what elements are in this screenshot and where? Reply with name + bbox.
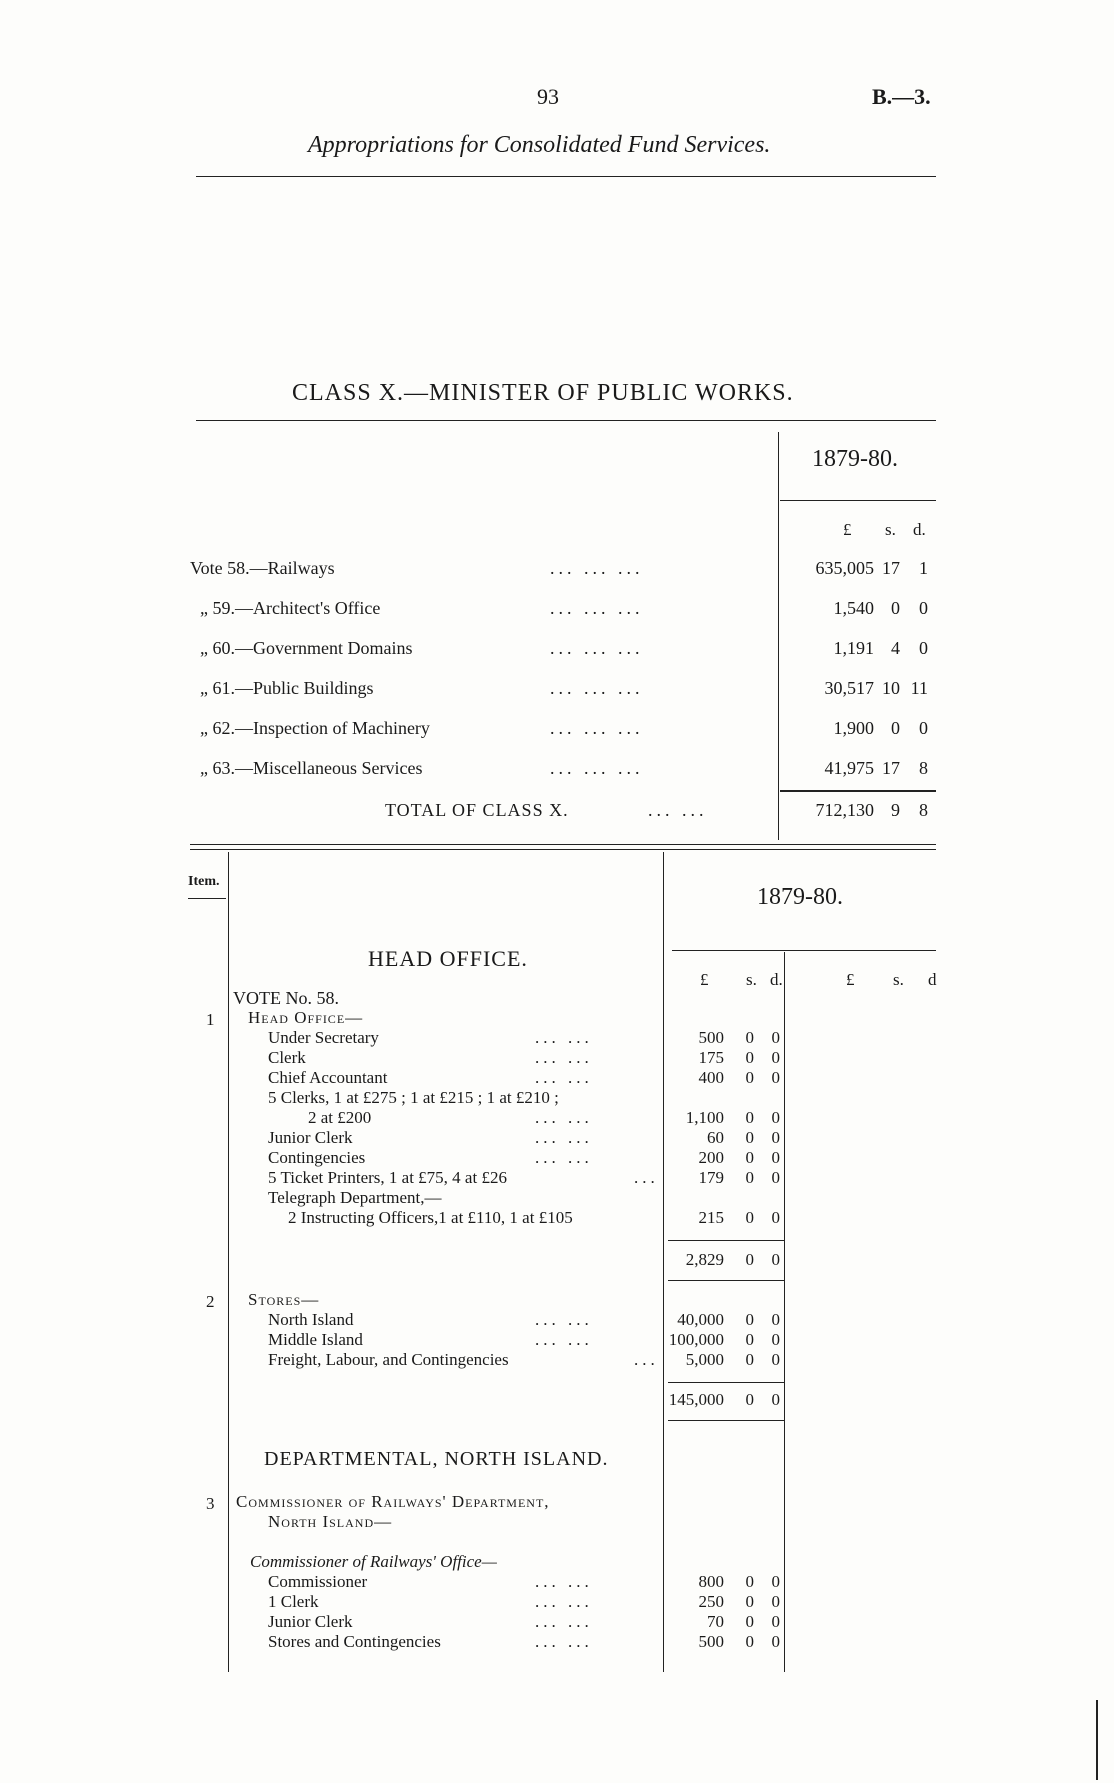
- line-pounds: 400: [698, 1068, 724, 1087]
- line-dots: ... ...: [535, 1612, 593, 1631]
- head-office-heading: HEAD OFFICE.: [368, 946, 528, 971]
- line-shillings: 0: [745, 1592, 754, 1611]
- line-label: Commissioner: [268, 1572, 368, 1591]
- line-dots: ...: [634, 1350, 659, 1369]
- line-pounds: 175: [698, 1048, 724, 1067]
- line-label: Freight, Labour, and Contingencies: [268, 1350, 509, 1369]
- line-label: 5 Clerks, 1 at £275 ; 1 at £215 ; 1 at £210 ;: [268, 1088, 559, 1107]
- summary-row-dots: ... ... ...: [550, 718, 644, 738]
- summary-top-rule: [196, 420, 936, 421]
- summary-row-pence: 0: [919, 638, 928, 658]
- item2-subtotal-bottom-rule: [668, 1420, 784, 1421]
- page-number: 93: [537, 84, 559, 109]
- line-shillings: 0: [745, 1330, 754, 1349]
- line-pence: 0: [771, 1108, 780, 1127]
- summary-row-label: Vote 58.—Railways: [190, 558, 335, 578]
- vote-line: VOTE No. 58.: [233, 988, 339, 1008]
- detail-pound-header-2: £: [846, 970, 855, 989]
- line-shillings: 0: [745, 1128, 754, 1147]
- summary-row-dots: ... ... ...: [550, 638, 644, 658]
- summary-row-pounds: 1,191: [833, 638, 874, 658]
- line-label: North Island: [268, 1310, 354, 1329]
- line-shillings: 0: [745, 1208, 754, 1227]
- detail-pence-header-2: d: [928, 970, 937, 989]
- line-pounds: 40,000: [677, 1310, 724, 1329]
- summary-total-pence: 8: [919, 800, 928, 820]
- summary-total-shillings: 9: [891, 800, 900, 820]
- summary-row-pence: 0: [919, 718, 928, 738]
- item-heading: Commissioner of Railways' Department,: [236, 1492, 550, 1511]
- summary-row-shillings: 4: [891, 638, 900, 658]
- line-label: 2 Instructing Officers,1 at £110, 1 at £105: [288, 1208, 573, 1227]
- item-number: 3: [206, 1494, 215, 1513]
- pence-column-divider: [784, 952, 785, 1672]
- amount-column-divider: [663, 852, 664, 1672]
- subtotal-shillings: 0: [745, 1250, 754, 1269]
- detail-shilling-header: s.: [746, 970, 757, 989]
- line-shillings: 0: [745, 1310, 754, 1329]
- summary-row-pounds: 635,005: [815, 558, 874, 578]
- detail-pence-header: d.: [770, 970, 783, 989]
- document-reference: B.—3.: [872, 84, 931, 109]
- summary-row-pounds: 41,975: [824, 758, 874, 778]
- summary-row-pounds: 1,540: [833, 598, 874, 618]
- line-label: Stores and Contingencies: [268, 1632, 441, 1651]
- line-pounds: 1,100: [685, 1108, 724, 1127]
- item-subheading: Commissioner of Railways' Office—: [250, 1552, 497, 1571]
- line-shillings: 0: [745, 1048, 754, 1067]
- summary-row-pence: 0: [919, 598, 928, 618]
- line-label: Telegraph Department,—: [268, 1188, 442, 1207]
- line-shillings: 0: [745, 1350, 754, 1369]
- line-label: Junior Clerk: [268, 1612, 353, 1631]
- summary-bottom-rule-1: [190, 844, 936, 845]
- summary-row-dots: ... ... ...: [550, 758, 644, 778]
- summary-row-shillings: 0: [891, 718, 900, 738]
- line-dots: ... ...: [535, 1028, 593, 1047]
- line-pence: 0: [771, 1128, 780, 1147]
- summary-shilling-header: s.: [885, 520, 896, 539]
- line-pounds: 70: [707, 1612, 724, 1631]
- line-shillings: 0: [745, 1108, 754, 1127]
- detail-shilling-header-2: s.: [893, 970, 904, 989]
- subtotal-pounds: 2,829: [685, 1250, 724, 1269]
- summary-year-rule: [780, 500, 936, 501]
- summary-total-dots: ... ...: [648, 800, 708, 820]
- summary-bottom-rule-2: [190, 849, 936, 850]
- line-shillings: 0: [745, 1612, 754, 1631]
- subtotal-pounds: 145,000: [668, 1390, 724, 1409]
- line-dots: ... ...: [535, 1330, 593, 1349]
- line-shillings: 0: [745, 1572, 754, 1591]
- item-heading: Head Office—: [248, 1008, 364, 1027]
- line-pounds: 250: [698, 1592, 724, 1611]
- line-label: Clerk: [268, 1048, 306, 1067]
- page-edge-mark: [1096, 1700, 1098, 1780]
- subtotal-pence: 0: [771, 1390, 780, 1409]
- line-shillings: 0: [745, 1632, 754, 1651]
- line-pence: 0: [771, 1208, 780, 1227]
- line-pounds: 800: [698, 1572, 724, 1591]
- line-shillings: 0: [745, 1028, 754, 1047]
- item-heading-continued: North Island—: [268, 1512, 393, 1531]
- line-label: Chief Accountant: [268, 1068, 388, 1087]
- summary-row-label: „ 60.—Government Domains: [200, 638, 413, 658]
- class-title: CLASS X.—MINISTER OF PUBLIC WORKS.: [292, 380, 794, 406]
- line-pounds: 500: [698, 1028, 724, 1047]
- line-dots: ... ...: [535, 1068, 593, 1087]
- line-dots: ... ...: [535, 1572, 593, 1591]
- line-label: Under Secretary: [268, 1028, 379, 1047]
- line-pounds: 200: [698, 1148, 724, 1167]
- summary-row-dots: ... ... ...: [550, 678, 644, 698]
- subtotal-shillings: 0: [745, 1390, 754, 1409]
- item-number: 1: [206, 1010, 215, 1029]
- summary-row-pounds: 30,517: [824, 678, 874, 698]
- departmental-heading: DEPARTMENTAL, NORTH ISLAND.: [264, 1448, 609, 1470]
- line-shillings: 0: [745, 1168, 754, 1187]
- line-dots: ... ...: [535, 1148, 593, 1167]
- line-shillings: 0: [745, 1148, 754, 1167]
- line-pence: 0: [771, 1350, 780, 1369]
- summary-row-pence: 11: [910, 678, 928, 698]
- header-rule: [196, 176, 936, 177]
- summary-row-shillings: 0: [891, 598, 900, 618]
- line-pence: 0: [771, 1148, 780, 1167]
- page-title: Appropriations for Consolidated Fund Services.: [308, 132, 771, 158]
- line-pence: 0: [771, 1632, 780, 1651]
- line-pence: 0: [771, 1168, 780, 1187]
- detail-year-rule: [672, 950, 936, 951]
- line-label: 5 Ticket Printers, 1 at £75, 4 at £26: [268, 1168, 507, 1187]
- line-pounds: 500: [698, 1632, 724, 1651]
- summary-row-pence: 1: [919, 558, 928, 578]
- line-pence: 0: [771, 1592, 780, 1611]
- line-label: 2 at £200: [308, 1108, 372, 1127]
- summary-total-pounds: 712,130: [815, 800, 874, 820]
- line-pence: 0: [771, 1330, 780, 1349]
- summary-row-shillings: 10: [882, 678, 900, 698]
- summary-year-header: 1879-80.: [812, 446, 898, 472]
- item-heading: Stores—: [248, 1290, 320, 1309]
- line-shillings: 0: [745, 1068, 754, 1087]
- summary-total-label: TOTAL OF CLASS X.: [385, 800, 569, 820]
- summary-pound-header: £: [843, 520, 852, 539]
- summary-row-label: „ 62.—Inspection of Machinery: [200, 718, 430, 738]
- line-pence: 0: [771, 1028, 780, 1047]
- line-pence: 0: [771, 1068, 780, 1087]
- detail-pound-header: £: [700, 970, 709, 989]
- summary-row-pence: 8: [919, 758, 928, 778]
- line-pounds: 215: [698, 1208, 724, 1227]
- line-label: 1 Clerk: [268, 1592, 319, 1611]
- item2-subtotal-rule: [668, 1382, 784, 1383]
- line-pence: 0: [771, 1310, 780, 1329]
- line-dots: ... ...: [535, 1128, 593, 1147]
- line-dots: ...: [634, 1168, 659, 1187]
- item1-subtotal-rule: [668, 1240, 784, 1241]
- line-dots: ... ...: [535, 1592, 593, 1611]
- item-header-rule: [188, 898, 226, 899]
- line-dots: ... ...: [535, 1310, 593, 1329]
- summary-row-label: „ 59.—Architect's Office: [200, 598, 381, 618]
- line-pounds: 60: [707, 1128, 724, 1147]
- line-dots: ... ...: [535, 1108, 593, 1127]
- summary-row-shillings: 17: [882, 558, 900, 578]
- line-dots: ... ...: [535, 1048, 593, 1067]
- item-column-header: Item.: [188, 874, 220, 889]
- summary-row-shillings: 17: [882, 758, 900, 778]
- item-number: 2: [206, 1292, 215, 1311]
- detail-year-header: 1879-80.: [757, 884, 843, 910]
- summary-pence-header: d.: [913, 520, 926, 539]
- line-pence: 0: [771, 1612, 780, 1631]
- item-column-divider: [228, 852, 229, 1672]
- summary-column-divider: [778, 432, 779, 840]
- summary-row-label: „ 61.—Public Buildings: [200, 678, 374, 698]
- item1-subtotal-bottom-rule: [668, 1280, 784, 1281]
- subtotal-pence: 0: [771, 1250, 780, 1269]
- summary-row-dots: ... ... ...: [550, 558, 644, 578]
- line-pounds: 5,000: [685, 1350, 724, 1369]
- line-label: Contingencies: [268, 1148, 366, 1167]
- line-pounds: 179: [698, 1168, 724, 1187]
- line-pounds: 100,000: [668, 1330, 724, 1349]
- summary-total-rule: [780, 790, 936, 792]
- summary-row-label: „ 63.—Miscellaneous Services: [200, 758, 423, 778]
- summary-row-dots: ... ... ...: [550, 598, 644, 618]
- line-dots: ... ...: [535, 1632, 593, 1651]
- line-pence: 0: [771, 1572, 780, 1591]
- line-pence: 0: [771, 1048, 780, 1067]
- summary-row-pounds: 1,900: [833, 718, 874, 738]
- line-label: Junior Clerk: [268, 1128, 353, 1147]
- line-label: Middle Island: [268, 1330, 363, 1349]
